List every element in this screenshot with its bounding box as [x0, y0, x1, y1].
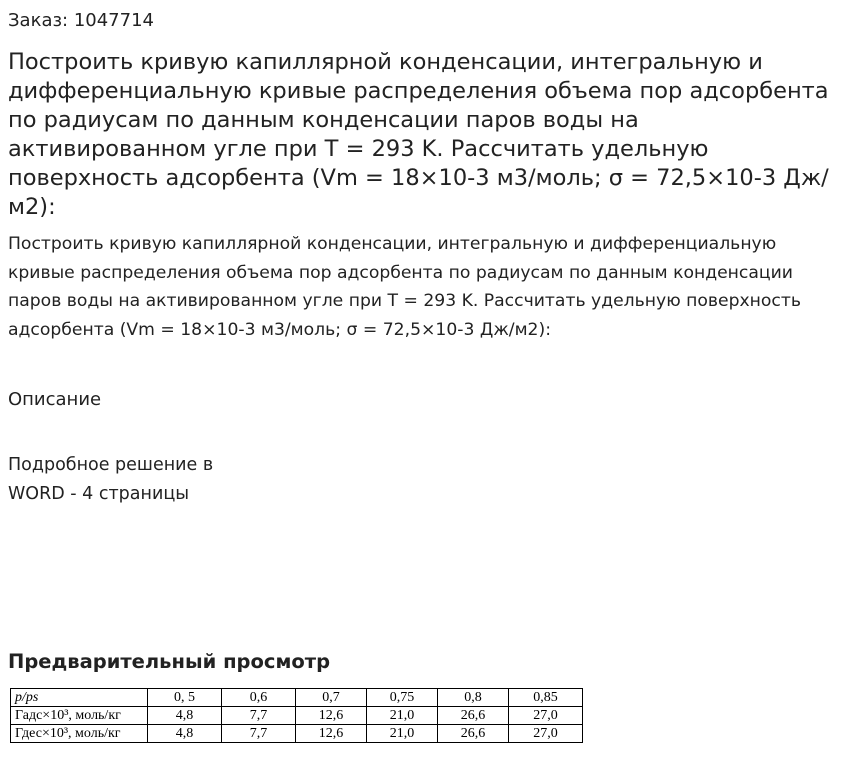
table-cell: 12,6	[296, 707, 367, 725]
table-cell: 27,0	[509, 707, 583, 725]
table-cell: 4,8	[148, 725, 222, 743]
table-cell: 26,6	[438, 707, 509, 725]
table-cell: 0,8	[438, 689, 509, 707]
row-label: Гдес×10³, моль/кг	[11, 725, 148, 743]
table-cell: 21,0	[367, 725, 438, 743]
preview-title: Предварительный просмотр	[8, 650, 331, 673]
task-description: Построить кривую капиллярной конденсации, интегральную и дифференциальную кривые распределения объема пор адсорбента по радиусам по данным конденсации паров воды на активированном угле при T = 293 K. Рассчитать удельную поверхность адсорбента (Vm = 18×10-3 м3/моль; σ = 72,5×10-3 Дж/м2):	[8, 234, 802, 340]
table-cell: 7,7	[222, 707, 296, 725]
table-cell: 21,0	[367, 707, 438, 725]
table-cell: 0,6	[222, 689, 296, 707]
table-cell: 0, 5	[148, 689, 222, 707]
description-label: Описание	[8, 389, 102, 410]
table-row	[11, 707, 583, 725]
table-cell: 12,6	[296, 725, 367, 743]
table-cell: 27,0	[509, 725, 583, 743]
table-cell: 7,7	[222, 725, 296, 743]
table-cell: 0,7	[296, 689, 367, 707]
table-row	[11, 725, 583, 743]
table-cell: 26,6	[438, 725, 509, 743]
solution-info: Подробное решение в WORD - 4 страницы	[8, 455, 214, 504]
page-title: Построить кривую капиллярной конденсации, интегральную и дифференциальную кривые распределения объема пор адсорбента по радиусам по данным конденсации паров воды на активированном угле при T = 293 K. Рассчитать удельную поверхность адсорбента (Vm = 18×10-3 м3/моль; σ = 72,5×10-3 Дж/м2):	[8, 49, 829, 220]
table-cell: 0,85	[509, 689, 583, 707]
row-label: Гадс×10³, моль/кг	[11, 707, 148, 725]
order-number: Заказ: 1047714	[8, 10, 154, 31]
table-cell: 0,75	[367, 689, 438, 707]
row-label: p/ps	[11, 689, 148, 707]
table-cell: 4,8	[148, 707, 222, 725]
preview-table	[10, 688, 583, 743]
table-row	[11, 689, 583, 707]
